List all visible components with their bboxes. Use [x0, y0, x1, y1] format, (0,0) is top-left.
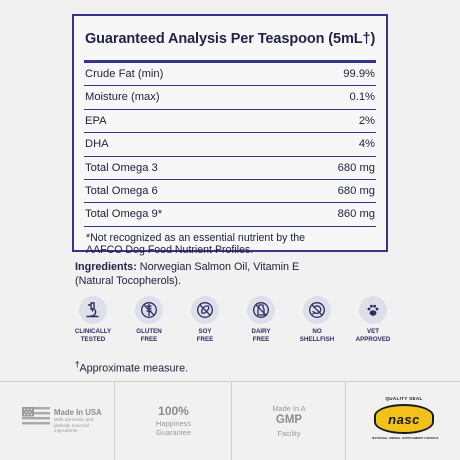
row-label: Total Omega 9*	[85, 208, 163, 221]
panel-title: Guaranteed Analysis Per Teaspoon (5mL†)	[85, 31, 376, 47]
badge-vet-approved	[345, 296, 401, 344]
happiness-line: Happiness	[156, 419, 191, 428]
badge-label: DAIRY FREE	[251, 328, 271, 343]
row-value: 2%	[358, 114, 375, 127]
analysis-row	[84, 86, 376, 109]
badge-no-shellfish	[289, 296, 345, 344]
row-value: 0.1%	[349, 91, 375, 104]
badge-gluten-free	[121, 296, 177, 344]
ingredients-list-cont: (Natural Tocopherols).	[75, 275, 182, 287]
badge-soy-free	[177, 296, 233, 344]
usa-subtitle	[54, 418, 93, 435]
footnote-line: *Not recognized as an essential nutrient by the	[86, 231, 306, 244]
ingredients-text	[75, 260, 375, 288]
nasc-top-text: QUALITY SEAL	[385, 396, 423, 401]
gmp-line: Made In A	[272, 404, 306, 413]
usa-sub-line: ingredients	[54, 429, 78, 435]
usa-title: Made In USA	[54, 408, 102, 417]
nasc-bottom-text: NATIONAL ANIMAL SUPPLEMENT COUNCIL	[372, 436, 439, 440]
ingredients-list: Norwegian Salmon Oil, Vitamin E	[136, 261, 300, 273]
nasc-logo-text: nasc	[388, 411, 420, 427]
row-label: Moisture (max)	[85, 91, 160, 104]
happiness-text	[115, 419, 232, 437]
paw-icon	[359, 296, 387, 324]
trust-strip	[0, 381, 460, 460]
row-value: 860 mg	[337, 208, 375, 221]
analysis-row	[84, 157, 376, 180]
row-label: EPA	[85, 114, 107, 127]
happiness-guarantee-cell	[115, 382, 232, 460]
badge-label: NO SHELLFISH	[299, 328, 335, 343]
nasc-seal-cell	[346, 382, 460, 460]
gmp-line: Facility	[277, 429, 301, 438]
nasc-seal-logo	[372, 396, 439, 442]
row-value: 99.9%	[343, 68, 375, 80]
row-value: 680 mg	[337, 161, 375, 174]
microscope-icon	[79, 296, 107, 324]
analysis-row	[84, 110, 376, 133]
milk-crossed-icon	[247, 296, 275, 324]
row-label: Total Omega 6	[85, 184, 158, 197]
approx-measure-note	[75, 360, 188, 375]
dagger-mark: †	[75, 360, 80, 369]
badge-label: VET APPROVED	[355, 328, 391, 343]
analysis-row	[84, 133, 376, 156]
panel-footnote	[74, 227, 386, 257]
shrimp-crossed-icon	[303, 296, 331, 324]
approx-text: Approximate measure.	[79, 362, 189, 375]
row-label: Total Omega 3	[85, 161, 158, 174]
happiness-percent: 100%	[158, 404, 189, 418]
row-label: Crude Fat (min)	[85, 68, 164, 80]
badge-label: SOY FREE	[196, 328, 214, 343]
gmp-facility-cell	[232, 382, 346, 460]
analysis-row	[84, 203, 376, 226]
usa-sub-line: globally sourced	[54, 423, 89, 429]
us-flag-icon	[22, 407, 50, 427]
row-value: 680 mg	[337, 184, 375, 197]
badge-clinically-tested	[65, 296, 121, 344]
badge-label: GLUTEN FREE	[136, 328, 162, 343]
feature-badges	[65, 296, 399, 352]
wheat-crossed-icon	[135, 296, 163, 324]
analysis-row	[84, 180, 376, 203]
made-in-usa-cell	[0, 382, 115, 460]
soy-crossed-icon	[191, 296, 219, 324]
happiness-line: Guarantee	[156, 428, 191, 437]
nasc-badge	[374, 404, 434, 434]
gmp-title: GMP	[275, 414, 303, 426]
badge-label: CLINICALLY TESTED	[74, 328, 112, 343]
row-value: 4%	[358, 138, 375, 151]
usa-sub-line: With domestic and	[54, 418, 94, 423]
badge-dairy-free	[233, 296, 289, 344]
guaranteed-analysis-panel	[72, 14, 388, 257]
ingredients-heading: Ingredients:	[75, 261, 137, 273]
footnote-line: AAFCO Dog Food Nutrient Profiles.	[86, 244, 254, 257]
row-label: DHA	[85, 138, 109, 151]
analysis-row	[84, 63, 376, 86]
